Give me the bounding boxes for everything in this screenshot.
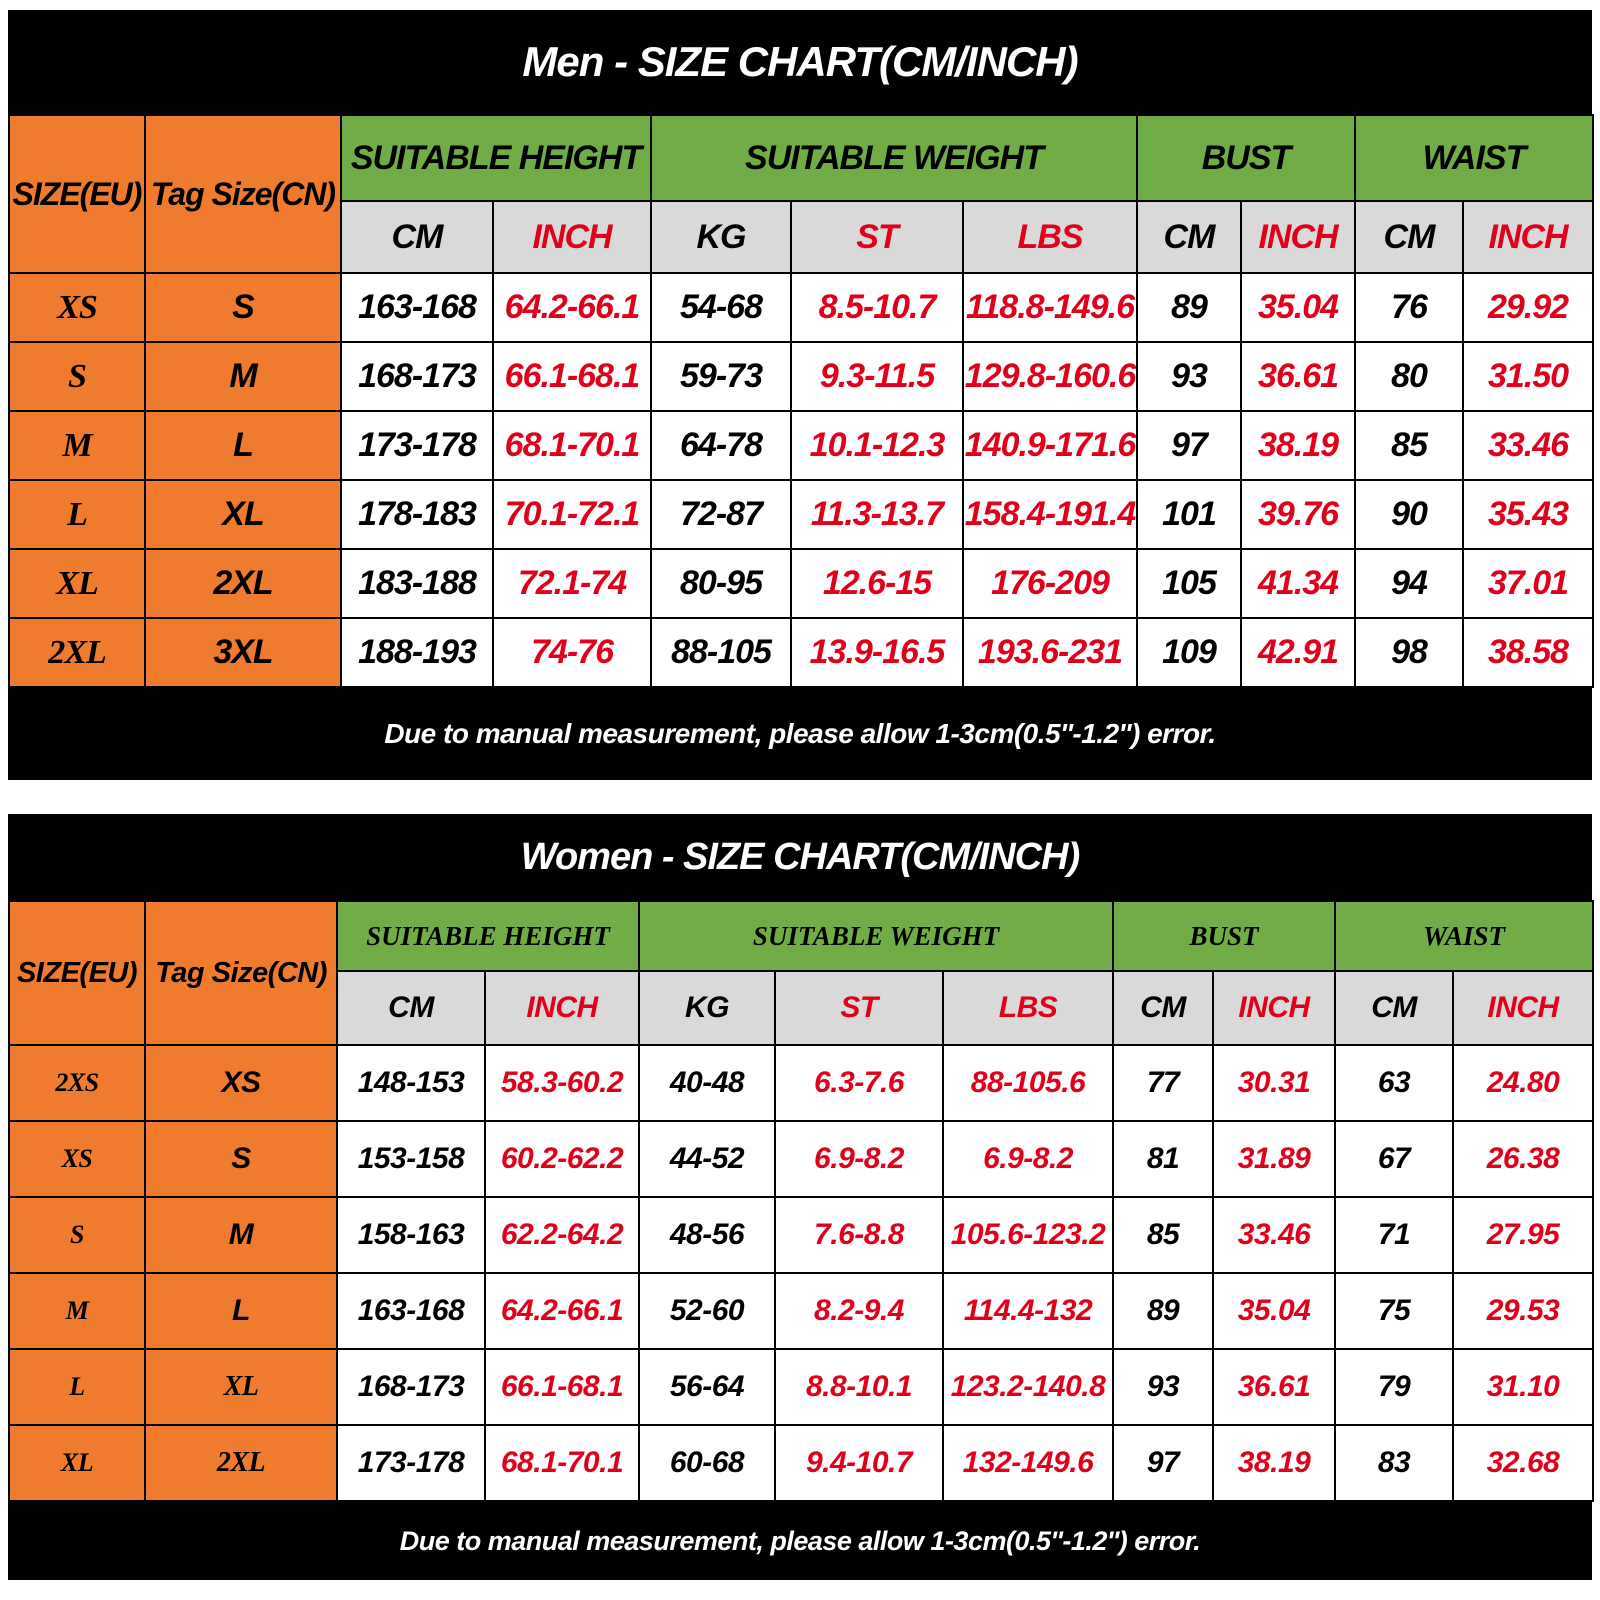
cell-weight-lbs: 88-105.6 — [943, 1045, 1113, 1121]
cell-size-eu: S — [9, 1197, 145, 1273]
cell-waist-cm: 75 — [1335, 1273, 1453, 1349]
cell-size-eu: XL — [9, 549, 145, 618]
waist-header: WAIST — [1355, 115, 1593, 201]
cell-waist-inch: 35.43 — [1463, 480, 1593, 549]
cell-bust-inch: 41.34 — [1241, 549, 1355, 618]
bust-header: BUST — [1113, 901, 1335, 971]
women-measurement-note: Due to manual measurement, please allow 1-3cm(0.5''-1.2'') error. — [8, 1502, 1592, 1580]
cell-bust-inch: 30.31 — [1213, 1045, 1335, 1121]
cell-weight-st: 13.9-16.5 — [791, 618, 963, 687]
cell-weight-kg: 59-73 — [651, 342, 791, 411]
cell-height-cm: 183-188 — [341, 549, 493, 618]
cell-weight-st: 11.3-13.7 — [791, 480, 963, 549]
cell-weight-kg: 48-56 — [639, 1197, 775, 1273]
subheader-inch: INCH — [1241, 201, 1355, 273]
suitable-weight-header: SUITABLE WEIGHT — [639, 901, 1113, 971]
cell-weight-kg: 80-95 — [651, 549, 791, 618]
cell-tag-size: S — [145, 1121, 337, 1197]
cell-bust-inch: 38.19 — [1213, 1425, 1335, 1501]
subheader-inch: INCH — [1213, 971, 1335, 1045]
cell-waist-cm: 94 — [1355, 549, 1463, 618]
table-row — [9, 1197, 1593, 1273]
cell-tag-size: L — [145, 1273, 337, 1349]
suitable-height-header: SUITABLE HEIGHT — [341, 115, 651, 201]
cell-height-inch: 64.2-66.1 — [485, 1273, 639, 1349]
cell-bust-cm: 77 — [1113, 1045, 1213, 1121]
cell-height-inch: 60.2-62.2 — [485, 1121, 639, 1197]
cell-size-eu: XL — [9, 1425, 145, 1501]
cell-tag-size: M — [145, 1197, 337, 1273]
cell-weight-st: 9.3-11.5 — [791, 342, 963, 411]
table-row — [9, 1425, 1593, 1501]
cell-waist-cm: 83 — [1335, 1425, 1453, 1501]
cell-bust-cm: 109 — [1137, 618, 1241, 687]
cell-weight-st: 12.6-15 — [791, 549, 963, 618]
subheader-kg: KG — [651, 201, 791, 273]
cell-height-cm: 188-193 — [341, 618, 493, 687]
cell-height-cm: 178-183 — [341, 480, 493, 549]
cell-height-cm: 168-173 — [341, 342, 493, 411]
cell-weight-lbs: 123.2-140.8 — [943, 1349, 1113, 1425]
cell-waist-inch: 27.95 — [1453, 1197, 1593, 1273]
cell-weight-kg: 54-68 — [651, 273, 791, 342]
cell-bust-cm: 97 — [1113, 1425, 1213, 1501]
cell-height-inch: 64.2-66.1 — [493, 273, 651, 342]
men-measurement-note: Due to manual measurement, please allow 1-3cm(0.5''-1.2'') error. — [8, 688, 1592, 780]
cell-bust-cm: 81 — [1113, 1121, 1213, 1197]
cell-weight-st: 9.4-10.7 — [775, 1425, 943, 1501]
cell-bust-cm: 93 — [1113, 1349, 1213, 1425]
cell-height-inch: 68.1-70.1 — [493, 411, 651, 480]
subheader-cm: CM — [1355, 201, 1463, 273]
cell-tag-size: XL — [145, 1349, 337, 1425]
cell-waist-inch: 29.53 — [1453, 1273, 1593, 1349]
subheader-cm: CM — [337, 971, 485, 1045]
cell-height-inch: 58.3-60.2 — [485, 1045, 639, 1121]
women-size-table — [8, 900, 1594, 1502]
cell-size-eu: L — [9, 1349, 145, 1425]
cell-waist-cm: 71 — [1335, 1197, 1453, 1273]
cell-waist-cm: 98 — [1355, 618, 1463, 687]
subheader-cm: CM — [1137, 201, 1241, 273]
cell-height-cm: 153-158 — [337, 1121, 485, 1197]
cell-waist-inch: 33.46 — [1463, 411, 1593, 480]
cell-height-inch: 66.1-68.1 — [485, 1349, 639, 1425]
subheader-cm: CM — [1335, 971, 1453, 1045]
cell-waist-inch: 29.92 — [1463, 273, 1593, 342]
cell-weight-st: 8.2-9.4 — [775, 1273, 943, 1349]
cell-weight-st: 10.1-12.3 — [791, 411, 963, 480]
cell-tag-size: 3XL — [145, 618, 341, 687]
subheader-inch: INCH — [485, 971, 639, 1045]
cell-weight-st: 6.3-7.6 — [775, 1045, 943, 1121]
table-row — [9, 480, 1593, 549]
cell-bust-inch: 35.04 — [1241, 273, 1355, 342]
cell-weight-kg: 64-78 — [651, 411, 791, 480]
cell-size-eu: XS — [9, 1121, 145, 1197]
cell-bust-inch: 39.76 — [1241, 480, 1355, 549]
cell-waist-cm: 90 — [1355, 480, 1463, 549]
cell-weight-kg: 60-68 — [639, 1425, 775, 1501]
cell-weight-kg: 56-64 — [639, 1349, 775, 1425]
subheader-inch: INCH — [1463, 201, 1593, 273]
cell-waist-cm: 63 — [1335, 1045, 1453, 1121]
size-eu-header: SIZE(EU) — [9, 901, 145, 1045]
cell-size-eu: M — [9, 411, 145, 480]
cell-waist-cm: 85 — [1355, 411, 1463, 480]
table-row — [9, 1121, 1593, 1197]
cell-bust-inch: 42.91 — [1241, 618, 1355, 687]
cell-tag-size: XL — [145, 480, 341, 549]
table-row — [9, 1349, 1593, 1425]
cell-waist-inch: 26.38 — [1453, 1121, 1593, 1197]
cell-height-inch: 68.1-70.1 — [485, 1425, 639, 1501]
cell-weight-kg: 72-87 — [651, 480, 791, 549]
cell-height-cm: 148-153 — [337, 1045, 485, 1121]
cell-weight-st: 6.9-8.2 — [775, 1121, 943, 1197]
cell-tag-size: M — [145, 342, 341, 411]
cell-waist-inch: 37.01 — [1463, 549, 1593, 618]
subheader-cm: CM — [341, 201, 493, 273]
cell-weight-lbs: 132-149.6 — [943, 1425, 1113, 1501]
cell-waist-inch: 31.50 — [1463, 342, 1593, 411]
cell-height-inch: 72.1-74 — [493, 549, 651, 618]
cell-weight-lbs: 105.6-123.2 — [943, 1197, 1113, 1273]
cell-size-eu: L — [9, 480, 145, 549]
cell-size-eu: 2XL — [9, 618, 145, 687]
cell-waist-inch: 38.58 — [1463, 618, 1593, 687]
cell-size-eu: S — [9, 342, 145, 411]
table-row — [9, 1273, 1593, 1349]
cell-tag-size: 2XL — [145, 549, 341, 618]
cell-bust-cm: 85 — [1113, 1197, 1213, 1273]
cell-height-inch: 70.1-72.1 — [493, 480, 651, 549]
suitable-weight-header: SUITABLE WEIGHT — [651, 115, 1137, 201]
cell-waist-inch: 24.80 — [1453, 1045, 1593, 1121]
cell-bust-inch: 36.61 — [1213, 1349, 1335, 1425]
cell-weight-lbs: 140.9-171.6 — [963, 411, 1137, 480]
subheader-inch: INCH — [493, 201, 651, 273]
cell-height-cm: 163-168 — [337, 1273, 485, 1349]
cell-height-cm: 168-173 — [337, 1349, 485, 1425]
cell-bust-inch: 35.04 — [1213, 1273, 1335, 1349]
cell-bust-inch: 36.61 — [1241, 342, 1355, 411]
subheader-lbs: LBS — [943, 971, 1113, 1045]
cell-tag-size: S — [145, 273, 341, 342]
bust-header: BUST — [1137, 115, 1355, 201]
cell-weight-lbs: 114.4-132 — [943, 1273, 1113, 1349]
cell-weight-st: 8.5-10.7 — [791, 273, 963, 342]
cell-weight-kg: 40-48 — [639, 1045, 775, 1121]
cell-height-cm: 158-163 — [337, 1197, 485, 1273]
cell-size-eu: XS — [9, 273, 145, 342]
cell-height-cm: 173-178 — [341, 411, 493, 480]
subheader-st: ST — [791, 201, 963, 273]
subheader-kg: KG — [639, 971, 775, 1045]
cell-tag-size: 2XL — [145, 1425, 337, 1501]
cell-bust-inch: 33.46 — [1213, 1197, 1335, 1273]
cell-size-eu: M — [9, 1273, 145, 1349]
men-size-table — [8, 114, 1594, 688]
table-row — [9, 618, 1593, 687]
cell-waist-inch: 32.68 — [1453, 1425, 1593, 1501]
table-row — [9, 342, 1593, 411]
subheader-inch: INCH — [1453, 971, 1593, 1045]
cell-bust-cm: 101 — [1137, 480, 1241, 549]
cell-height-inch: 66.1-68.1 — [493, 342, 651, 411]
table-row — [9, 549, 1593, 618]
cell-waist-cm: 79 — [1335, 1349, 1453, 1425]
size-eu-header: SIZE(EU) — [9, 115, 145, 273]
cell-bust-inch: 31.89 — [1213, 1121, 1335, 1197]
cell-waist-cm: 76 — [1355, 273, 1463, 342]
cell-height-inch: 74-76 — [493, 618, 651, 687]
cell-height-inch: 62.2-64.2 — [485, 1197, 639, 1273]
men-size-chart — [8, 10, 1592, 780]
waist-header: WAIST — [1335, 901, 1593, 971]
cell-tag-size: XS — [145, 1045, 337, 1121]
cell-weight-lbs: 193.6-231 — [963, 618, 1137, 687]
table-row — [9, 411, 1593, 480]
cell-height-cm: 163-168 — [341, 273, 493, 342]
suitable-height-header: SUITABLE HEIGHT — [337, 901, 639, 971]
cell-bust-cm: 97 — [1137, 411, 1241, 480]
cell-weight-kg: 44-52 — [639, 1121, 775, 1197]
tag-size-header: Tag Size(CN) — [145, 901, 337, 1045]
cell-weight-kg: 88-105 — [651, 618, 791, 687]
cell-weight-kg: 52-60 — [639, 1273, 775, 1349]
cell-weight-st: 7.6-8.8 — [775, 1197, 943, 1273]
cell-waist-cm: 80 — [1355, 342, 1463, 411]
cell-bust-inch: 38.19 — [1241, 411, 1355, 480]
table-row — [9, 273, 1593, 342]
cell-tag-size: L — [145, 411, 341, 480]
cell-weight-st: 8.8-10.1 — [775, 1349, 943, 1425]
cell-weight-lbs: 176-209 — [963, 549, 1137, 618]
cell-bust-cm: 89 — [1137, 273, 1241, 342]
subheader-st: ST — [775, 971, 943, 1045]
table-row — [9, 1045, 1593, 1121]
cell-waist-cm: 67 — [1335, 1121, 1453, 1197]
cell-waist-inch: 31.10 — [1453, 1349, 1593, 1425]
tag-size-header: Tag Size(CN) — [145, 115, 341, 273]
cell-weight-lbs: 129.8-160.6 — [963, 342, 1137, 411]
cell-weight-lbs: 118.8-149.6 — [963, 273, 1137, 342]
subheader-cm: CM — [1113, 971, 1213, 1045]
subheader-lbs: LBS — [963, 201, 1137, 273]
cell-weight-lbs: 158.4-191.4 — [963, 480, 1137, 549]
women-chart-title: Women - SIZE CHART(CM/INCH) — [8, 814, 1592, 900]
men-chart-title: Men - SIZE CHART(CM/INCH) — [8, 10, 1592, 114]
cell-bust-cm: 105 — [1137, 549, 1241, 618]
cell-size-eu: 2XS — [9, 1045, 145, 1121]
cell-weight-lbs: 6.9-8.2 — [943, 1121, 1113, 1197]
cell-height-cm: 173-178 — [337, 1425, 485, 1501]
women-size-chart — [8, 814, 1592, 1580]
cell-bust-cm: 89 — [1113, 1273, 1213, 1349]
cell-bust-cm: 93 — [1137, 342, 1241, 411]
